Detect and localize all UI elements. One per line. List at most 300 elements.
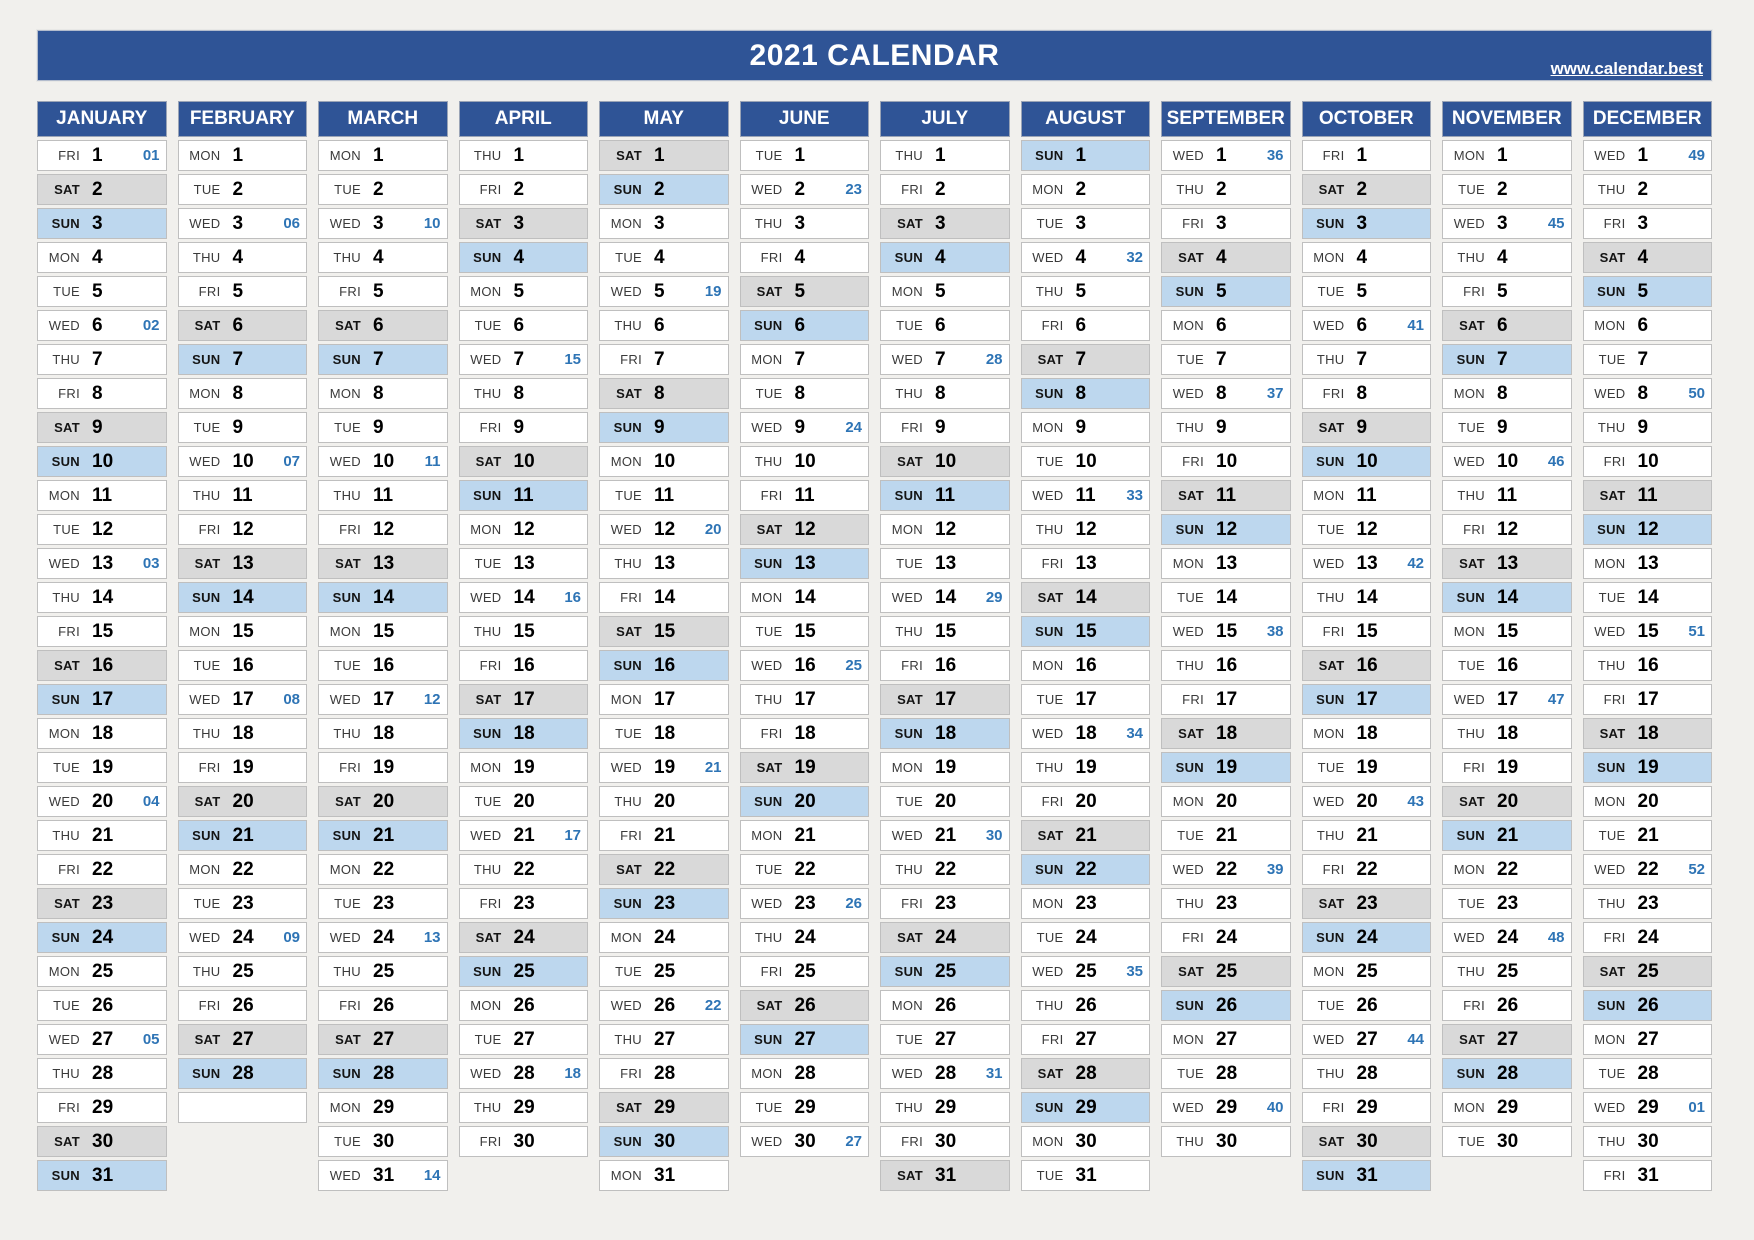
day-of-week-label: SAT — [897, 216, 923, 231]
day-of-week-label: WED — [470, 590, 502, 605]
day-cell — [1161, 514, 1291, 545]
day-number: 10 — [1075, 450, 1097, 472]
day-cell — [318, 276, 448, 307]
day-of-week-label: WED — [610, 284, 642, 299]
day-of-week-label: MON — [329, 624, 361, 639]
day-of-week-label: SUN — [473, 964, 502, 979]
day-number: 15 — [1075, 620, 1097, 642]
day-number: 25 — [1637, 960, 1659, 982]
day-number: 2 — [232, 178, 244, 200]
day-number: 18 — [1075, 722, 1097, 744]
day-cell — [740, 446, 870, 477]
day-number: 22 — [513, 858, 535, 880]
day-number: 6 — [935, 314, 946, 336]
day-number: 10 — [935, 450, 957, 472]
day-number: 23 — [794, 892, 816, 914]
day-cell — [880, 1126, 1010, 1157]
day-cell — [37, 208, 167, 239]
day-of-week-label: WED — [891, 828, 923, 843]
day-cell — [599, 1160, 729, 1191]
day-number: 3 — [794, 212, 806, 234]
day-of-week-label: SUN — [1175, 998, 1204, 1013]
day-number: 1 — [1497, 144, 1508, 166]
day-of-week-label: MON — [1313, 250, 1345, 265]
day-number: 14 — [935, 586, 957, 608]
day-of-week-label: TUE — [615, 726, 642, 741]
day-number: 13 — [232, 552, 254, 574]
day-number: 7 — [1637, 348, 1649, 370]
day-cell — [1021, 616, 1151, 647]
day-number: 8 — [232, 382, 244, 404]
day-number: 24 — [1216, 926, 1238, 948]
day-number: 9 — [1216, 416, 1227, 438]
day-of-week-label: SAT — [1178, 726, 1204, 741]
day-of-week-label: TUE — [193, 658, 221, 673]
day-of-week-label: MON — [610, 454, 642, 469]
day-of-week-label: WED — [1172, 148, 1204, 163]
day-cell — [1021, 718, 1151, 749]
day-of-week-label: MON — [1453, 1100, 1485, 1115]
day-cell — [599, 480, 729, 511]
day-cell — [1302, 922, 1432, 953]
day-number: 24 — [373, 926, 395, 948]
day-of-week-label: WED — [470, 828, 502, 843]
day-of-week-label: SUN — [1597, 998, 1626, 1013]
day-number: 5 — [1356, 280, 1368, 302]
day-number: 2 — [92, 178, 103, 200]
week-number: 40 — [1266, 1099, 1284, 1116]
day-of-week-label: FRI — [620, 590, 642, 605]
day-cell — [1161, 140, 1291, 171]
day-cell — [599, 140, 729, 171]
day-of-week-label: FRI — [479, 420, 502, 435]
day-number: 26 — [1216, 994, 1238, 1016]
day-cell — [880, 718, 1010, 749]
day-cell — [1442, 310, 1572, 341]
day-number: 18 — [654, 722, 676, 744]
day-cell — [599, 1058, 729, 1089]
day-of-week-label: TUE — [1177, 1066, 1204, 1081]
week-number: 30 — [985, 827, 1003, 844]
day-cell — [599, 820, 729, 851]
day-of-week-label: SAT — [756, 522, 783, 537]
day-number: 25 — [92, 960, 114, 982]
day-of-week-label: SAT — [616, 148, 642, 163]
day-of-week-label: THU — [192, 250, 221, 265]
day-cell — [1302, 378, 1432, 409]
day-number: 2 — [1356, 178, 1368, 200]
calendar-page — [37, 30, 1712, 1194]
day-cell — [1021, 1092, 1151, 1123]
day-of-week-label: MON — [610, 930, 642, 945]
day-number: 15 — [232, 620, 254, 642]
day-of-week-label: TUE — [53, 522, 80, 537]
day-number: 10 — [373, 450, 395, 472]
day-cell — [880, 1024, 1010, 1055]
day-of-week-label: FRI — [479, 658, 502, 673]
day-cell — [1442, 1126, 1572, 1157]
day-cell — [1583, 1160, 1713, 1191]
week-number: 37 — [1266, 385, 1284, 402]
day-cell — [1161, 446, 1291, 477]
day-of-week-label: FRI — [58, 386, 80, 401]
day-number: 23 — [232, 892, 254, 914]
day-of-week-label: WED — [329, 1168, 361, 1183]
day-cell — [318, 378, 448, 409]
day-of-week-label: FRI — [1041, 556, 1064, 571]
day-of-week-label: SUN — [1035, 862, 1064, 877]
day-of-week-label: FRI — [58, 862, 80, 877]
day-cell — [178, 208, 308, 239]
day-number: 16 — [794, 654, 816, 676]
day-number: 19 — [1356, 756, 1378, 778]
month-days — [1583, 140, 1713, 1191]
site-link[interactable]: www.calendar.best — [1550, 59, 1703, 78]
day-of-week-label: TUE — [615, 964, 642, 979]
day-cell — [459, 480, 589, 511]
week-number: 03 — [142, 555, 160, 572]
day-number: 14 — [373, 586, 395, 608]
day-of-week-label: SUN — [613, 896, 642, 911]
week-number: 05 — [142, 1031, 160, 1048]
day-cell — [1161, 582, 1291, 613]
day-of-week-label: SUN — [473, 250, 502, 265]
day-number: 10 — [794, 450, 816, 472]
day-of-week-label: THU — [1176, 1134, 1204, 1149]
week-number: 23 — [845, 181, 862, 198]
day-of-week-label: MON — [1453, 386, 1485, 401]
day-cell — [1161, 276, 1291, 307]
day-number: 30 — [1356, 1130, 1378, 1152]
day-of-week-label: SUN — [1316, 1168, 1345, 1183]
day-number: 4 — [794, 246, 806, 268]
day-cell — [599, 1024, 729, 1055]
day-number: 8 — [935, 382, 946, 404]
month-header: APRIL — [459, 101, 589, 137]
day-cell — [740, 276, 870, 307]
day-number: 18 — [935, 722, 957, 744]
day-number: 24 — [935, 926, 957, 948]
day-number: 2 — [935, 178, 946, 200]
day-of-week-label: THU — [1035, 760, 1064, 775]
day-number: 26 — [513, 994, 535, 1016]
day-cell — [1442, 786, 1572, 817]
day-cell — [1583, 922, 1713, 953]
day-number: 28 — [92, 1062, 114, 1084]
day-cell — [599, 616, 729, 647]
day-of-week-label: SUN — [1456, 590, 1485, 605]
day-cell — [459, 548, 589, 579]
week-number: 45 — [1547, 215, 1565, 232]
day-cell — [740, 514, 870, 545]
day-number: 4 — [1075, 246, 1087, 268]
day-number: 16 — [513, 654, 535, 676]
day-number: 24 — [1637, 926, 1659, 948]
week-number: 33 — [1126, 487, 1143, 504]
day-number: 18 — [92, 722, 114, 744]
day-of-week-label: TUE — [1458, 1134, 1485, 1149]
day-number: 21 — [1356, 824, 1378, 846]
day-of-week-label: WED — [1032, 964, 1064, 979]
day-of-week-label: FRI — [1603, 692, 1626, 707]
day-number: 18 — [794, 722, 816, 744]
day-cell — [880, 446, 1010, 477]
day-of-week-label: THU — [52, 352, 80, 367]
day-number: 29 — [513, 1096, 535, 1118]
day-of-week-label: SUN — [754, 556, 783, 571]
day-cell — [178, 378, 308, 409]
day-cell — [1161, 888, 1291, 919]
day-of-week-label: SUN — [1456, 828, 1485, 843]
day-of-week-label: THU — [473, 386, 502, 401]
day-of-week-label: SAT — [1178, 964, 1204, 979]
day-number: 11 — [1497, 484, 1518, 506]
day-number: 2 — [373, 178, 384, 200]
day-cell — [37, 1092, 167, 1123]
day-of-week-label: WED — [189, 216, 221, 231]
day-cell — [740, 140, 870, 171]
day-of-week-label: FRI — [1041, 318, 1064, 333]
day-number: 19 — [1497, 756, 1519, 778]
day-of-week-label: FRI — [1041, 794, 1064, 809]
day-cell — [37, 276, 167, 307]
day-cell — [1161, 412, 1291, 443]
day-of-week-label: TUE — [1598, 352, 1626, 367]
day-of-week-label: THU — [1597, 420, 1626, 435]
day-cell — [1442, 854, 1572, 885]
month-header: DECEMBER — [1583, 101, 1713, 137]
day-cell — [1583, 378, 1713, 409]
day-number: 29 — [1075, 1096, 1097, 1118]
day-cell — [1021, 276, 1151, 307]
day-of-week-label: FRI — [1463, 284, 1485, 299]
day-cell — [740, 1126, 870, 1157]
day-number: 11 — [232, 484, 253, 506]
day-cell — [1583, 956, 1713, 987]
title-bar — [37, 30, 1712, 81]
day-of-week-label: FRI — [1463, 760, 1485, 775]
day-number: 21 — [92, 824, 114, 846]
day-of-week-label: SUN — [332, 1066, 361, 1081]
day-of-week-label: TUE — [474, 794, 502, 809]
month-october — [1302, 101, 1432, 1194]
day-number: 2 — [1637, 178, 1649, 200]
day-cell — [1583, 208, 1713, 239]
day-of-week-label: SUN — [192, 352, 221, 367]
week-number: 21 — [704, 759, 722, 776]
day-number: 12 — [1497, 518, 1519, 540]
day-number: 30 — [935, 1130, 957, 1152]
day-of-week-label: MON — [1032, 896, 1064, 911]
day-number: 18 — [373, 722, 395, 744]
day-of-week-label: FRI — [339, 284, 361, 299]
day-of-week-label: MON — [189, 148, 221, 163]
day-of-week-label: TUE — [1458, 182, 1485, 197]
day-cell — [37, 820, 167, 851]
day-of-week-label: SUN — [332, 828, 361, 843]
day-of-week-label: TUE — [1036, 1168, 1064, 1183]
day-of-week-label: THU — [754, 454, 783, 469]
day-cell — [1161, 854, 1291, 885]
day-of-week-label: THU — [473, 624, 502, 639]
day-of-week-label: MON — [470, 998, 502, 1013]
day-cell — [1302, 174, 1432, 205]
day-cell — [1442, 242, 1572, 273]
day-of-week-label: WED — [1032, 488, 1064, 503]
day-cell — [1021, 1126, 1151, 1157]
day-of-week-label: FRI — [1463, 998, 1485, 1013]
day-of-week-label: SUN — [473, 726, 502, 741]
day-number: 26 — [935, 994, 957, 1016]
day-cell — [740, 650, 870, 681]
day-cell — [599, 242, 729, 273]
day-of-week-label: WED — [1594, 386, 1626, 401]
month-march — [318, 101, 448, 1194]
week-number: 15 — [564, 351, 581, 368]
day-of-week-label: WED — [1453, 692, 1485, 707]
day-number: 12 — [232, 518, 254, 540]
day-cell — [1302, 820, 1432, 851]
day-cell — [1302, 412, 1432, 443]
day-number: 6 — [1356, 314, 1368, 336]
day-cell — [178, 174, 308, 205]
day-number: 22 — [1075, 858, 1097, 880]
day-of-week-label: MON — [470, 284, 502, 299]
day-of-week-label: WED — [1594, 624, 1626, 639]
day-number: 20 — [1356, 790, 1378, 812]
day-cell — [1161, 548, 1291, 579]
day-of-week-label: MON — [891, 284, 923, 299]
day-cell — [1302, 276, 1432, 307]
day-cell — [599, 854, 729, 885]
day-number: 9 — [794, 416, 806, 438]
day-number: 9 — [1075, 416, 1087, 438]
day-cell — [178, 888, 308, 919]
day-cell — [1442, 208, 1572, 239]
day-number: 21 — [935, 824, 957, 846]
day-of-week-label: SAT — [756, 284, 783, 299]
day-cell — [459, 514, 589, 545]
day-of-week-label: MON — [891, 998, 923, 1013]
day-number: 4 — [1356, 246, 1368, 268]
day-cell — [37, 1058, 167, 1089]
day-of-week-label: SAT — [1037, 590, 1064, 605]
day-number: 20 — [1075, 790, 1097, 812]
day-cell — [1583, 786, 1713, 817]
day-of-week-label: TUE — [896, 556, 923, 571]
day-cell — [318, 140, 448, 171]
day-number: 3 — [654, 212, 665, 234]
day-number: 27 — [232, 1028, 254, 1050]
week-number: 04 — [142, 793, 160, 810]
day-number: 16 — [935, 654, 957, 676]
day-cell — [1302, 242, 1432, 273]
day-number: 14 — [794, 586, 816, 608]
day-of-week-label: SUN — [1316, 216, 1345, 231]
day-of-week-label: SAT — [1599, 488, 1626, 503]
day-cell — [1161, 1092, 1291, 1123]
day-number: 23 — [513, 892, 535, 914]
day-number: 17 — [1637, 688, 1659, 710]
day-of-week-label: TUE — [1598, 1066, 1626, 1081]
day-cell — [178, 344, 308, 375]
day-of-week-label: MON — [1594, 1032, 1626, 1047]
day-of-week-label: FRI — [339, 998, 361, 1013]
day-of-week-label: THU — [473, 148, 502, 163]
day-of-week-label: SUN — [51, 930, 80, 945]
day-of-week-label: MON — [1594, 556, 1626, 571]
day-of-week-label: SAT — [335, 1032, 361, 1047]
day-of-week-label: TUE — [1177, 352, 1204, 367]
day-number: 30 — [1497, 1130, 1519, 1152]
day-of-week-label: FRI — [1322, 624, 1345, 639]
day-of-week-label: SUN — [51, 1168, 80, 1183]
day-number: 11 — [1075, 484, 1096, 506]
day-number: 20 — [92, 790, 114, 812]
day-cell — [1442, 276, 1572, 307]
day-cell — [459, 276, 589, 307]
day-of-week-label: MON — [1172, 794, 1204, 809]
day-cell — [1583, 582, 1713, 613]
month-header: MARCH — [318, 101, 448, 137]
day-cell — [1583, 990, 1713, 1021]
day-of-week-label: SUN — [332, 590, 361, 605]
day-of-week-label: SAT — [756, 760, 783, 775]
day-number: 26 — [794, 994, 816, 1016]
day-number: 8 — [1216, 382, 1227, 404]
day-cell — [1161, 208, 1291, 239]
day-cell — [459, 718, 589, 749]
day-number: 14 — [1216, 586, 1238, 608]
day-cell — [318, 1126, 448, 1157]
day-of-week-label: MON — [1313, 726, 1345, 741]
day-number: 25 — [232, 960, 254, 982]
day-of-week-label: THU — [52, 590, 80, 605]
day-of-week-label: THU — [1457, 964, 1485, 979]
day-cell — [37, 854, 167, 885]
day-cell — [880, 820, 1010, 851]
day-of-week-label: SAT — [54, 1134, 80, 1149]
day-cell — [880, 752, 1010, 783]
day-number: 19 — [654, 756, 676, 778]
day-number: 3 — [1497, 212, 1508, 234]
day-number: 10 — [1216, 450, 1238, 472]
day-cell — [1583, 1058, 1713, 1089]
day-number: 6 — [654, 314, 665, 336]
day-cell — [1442, 922, 1572, 953]
day-of-week-label: SAT — [756, 998, 783, 1013]
day-cell — [318, 990, 448, 1021]
week-number: 17 — [564, 827, 581, 844]
day-cell — [740, 1092, 870, 1123]
day-number: 23 — [935, 892, 957, 914]
day-number: 8 — [654, 382, 665, 404]
day-number: 7 — [1075, 348, 1087, 370]
day-number: 20 — [935, 790, 957, 812]
day-number: 28 — [654, 1062, 676, 1084]
day-cell — [880, 922, 1010, 953]
day-cell — [1583, 310, 1713, 341]
day-number: 10 — [232, 450, 254, 472]
day-number: 17 — [92, 688, 114, 710]
day-number: 28 — [1497, 1062, 1519, 1084]
day-cell — [178, 242, 308, 273]
week-number: 09 — [283, 929, 300, 946]
day-cell — [1302, 888, 1432, 919]
day-cell — [599, 956, 729, 987]
week-number: 39 — [1266, 861, 1284, 878]
week-number: 34 — [1126, 725, 1143, 742]
